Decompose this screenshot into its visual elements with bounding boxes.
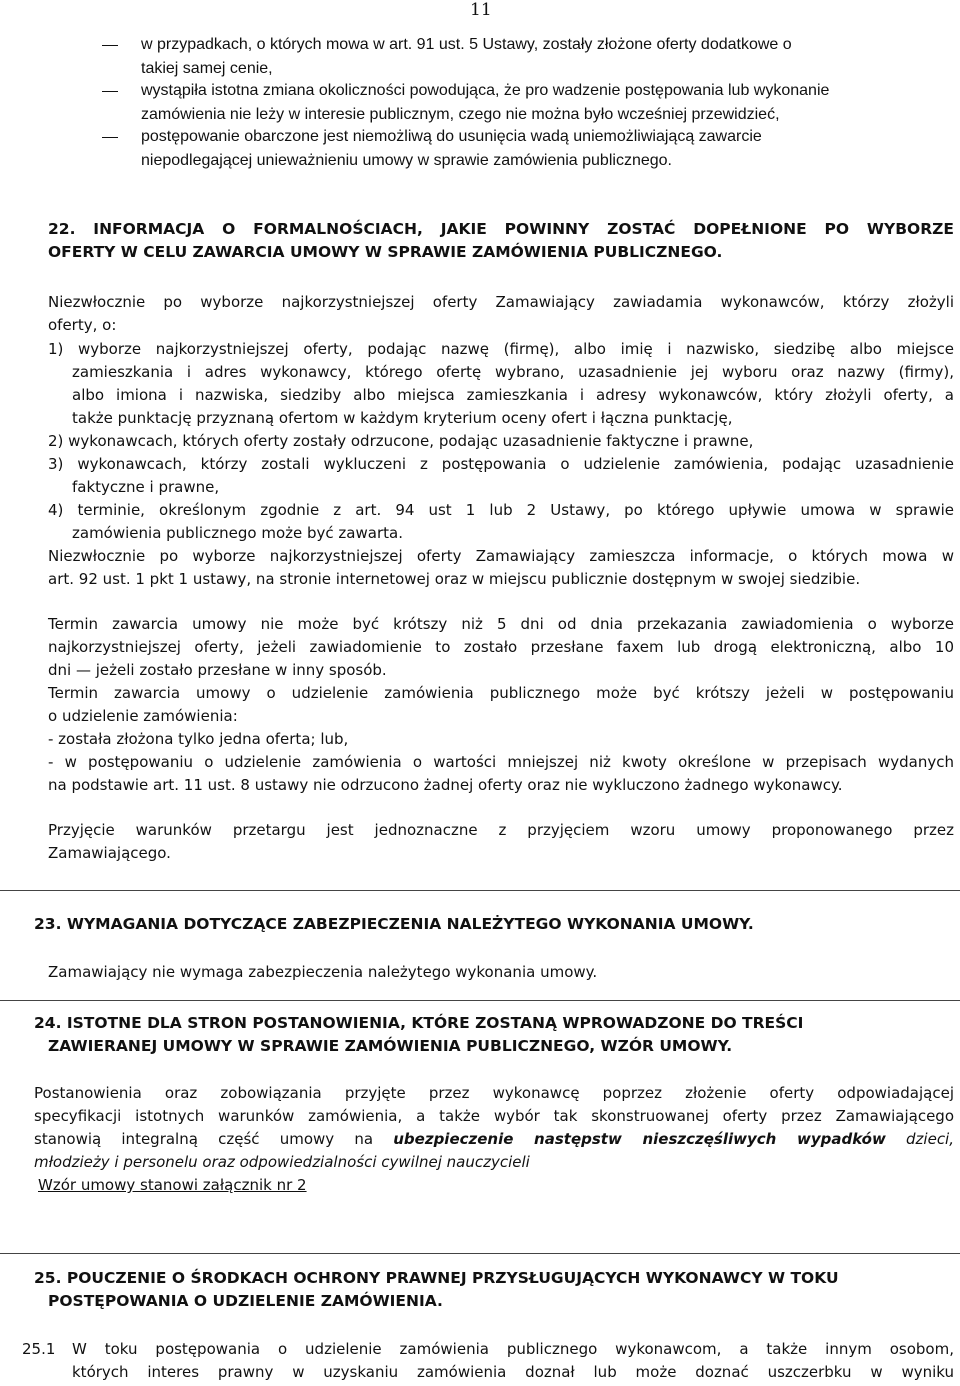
s22-term-para: najkorzystniejszej oferty, jeżeli zawiadomienie to zostało przesłane faxem lub drogą elektroniczną, albo 10: [48, 638, 954, 656]
s24-italic: dzieci,: [885, 1130, 954, 1148]
section-22-heading-line-1: 22. INFORMACJA O FORMALNOŚCIACH, JAKIE POWINNY ZOSTAĆ DOPEŁNIONE PO WYBORZE: [48, 220, 954, 238]
attachment-link[interactable]: Wzór umowy stanowi załącznik nr 2: [38, 1176, 307, 1194]
s22-term-para: - została złożona tylko jedna oferta; lub,: [48, 730, 349, 748]
s22-para: Niezwłocznie po wyborze najkorzystniejszej oferty Zamawiający zawiadamia wykonawców, którzy złożyli: [48, 293, 954, 311]
bullet-1-line-1: w przypadkach, o których mowa w art. 91 ust. 5 Ustawy, zostały złożone oferty dodatkowe o: [141, 36, 792, 53]
section-24-heading-line-2: ZAWIERANEJ UMOWY W SPRAWIE ZAMÓWIENIA PUBLICZNEGO, WZÓR UMOWY.: [48, 1037, 733, 1055]
s22-para: art. 92 ust. 1 pkt 1 ustawy, na stronie internetowej oraz w miejscu publicznie dostępnym w swojej siedzibie.: [48, 570, 861, 588]
s22-item-4: zamówienia publicznego może być zawarta.: [72, 524, 403, 542]
s22-item-1: albo imiona i nazwiska, siedziby albo miejsca zamieszkania i adresy wykonawców, który złożyli oferty, a: [72, 386, 954, 404]
s22-item-3: faktyczne i prawne,: [72, 478, 220, 496]
s22-term-para: dni — jeżeli zostało przesłane w inny sposób.: [48, 661, 387, 679]
s22-item-1: 1) wyborze najkorzystniejszej oferty, podając nazwę (firmę), albo imię i nazwisko, siedzibę albo miejsce: [48, 340, 954, 358]
section-24-heading-line-1: 24. ISTOTNE DLA STRON POSTANOWIENIA, KTÓRE ZOSTANĄ WPROWADZONE DO TREŚCI: [34, 1014, 804, 1032]
bullet-1-line-2: takiej samej cenie,: [141, 60, 273, 77]
section-divider: [0, 890, 960, 891]
s22-item-4: 4) terminie, określonym zgodnie z art. 94 ust 1 lub 2 Ustawy, po którego upływie umowa w sprawie: [48, 501, 954, 519]
s22-item-2: 2) wykonawcach, których oferty zostały odrzucone, podając uzasadnienie faktyczne i prawne,: [48, 432, 754, 450]
section-23-text: Zamawiający nie wymaga zabezpieczenia należytego wykonania umowy.: [48, 963, 598, 981]
page-number: 11: [470, 0, 492, 20]
s22-term-para: Termin zawarcia umowy o udzielenie zamówienia publicznego może być krótszy jeżeli w postępowaniu: [48, 684, 954, 702]
s24-emphasis: ubezpieczenie następstw nieszczęśliwych wypadków: [393, 1130, 886, 1148]
section-22-heading-line-2: OFERTY W CELU ZAWARCIA UMOWY W SPRAWIE ZAMÓWIENIA PUBLICZNEGO.: [48, 243, 723, 261]
s22-item-1: zamieszkania i adres wykonawcy, którego ofertę wybrano, uzasadnienie jej wyboru oraz nazwy (firmy),: [72, 363, 954, 381]
s22-term-para: o udzielenie zamówienia:: [48, 707, 238, 725]
section-divider: [0, 1253, 960, 1254]
s25-subnumber: 25.1: [22, 1340, 56, 1358]
section-divider: [0, 1000, 960, 1001]
s25-sub-line: W toku postępowania o udzielenie zamówienia publicznego wykonawcom, a także innym osobom,: [72, 1340, 954, 1358]
s22-item-1: także punktację przyznaną ofertom w każdym kryterium oceny ofert i łączna punktację,: [72, 409, 733, 427]
bullet-3-line-2: niepodlegającej unieważnieniu umowy w sprawie zamówienia publicznego.: [141, 152, 672, 169]
dash-bullet: [102, 137, 118, 138]
s22-para: Niezwłocznie po wyborze najkorzystniejszej oferty Zamawiający zamieszcza informacje, o których mowa w: [48, 547, 954, 565]
dash-bullet: [102, 45, 118, 46]
s22-para: oferty, o:: [48, 316, 117, 334]
bullet-2-line-2: zamówienia nie leży w interesie publicznym, czego nie można było wcześniej przewidzieć,: [141, 106, 780, 123]
s24-para-mixed: [34, 1128, 954, 1151]
s22-acceptance-para: Zamawiającego.: [48, 844, 171, 862]
s22-acceptance-para: Przyjęcie warunków przetargu jest jednoznaczne z przyjęciem wzoru umowy proponowanego przez: [48, 821, 954, 839]
section-25-heading-line-2: POSTĘPOWANIA O UDZIELENIE ZAMÓWIENIA.: [48, 1292, 443, 1310]
s25-sub-line: których interes prawny w uzyskaniu zamówienia doznał lub może doznać uszczerbku w wyniku: [72, 1363, 954, 1381]
s22-term-para: na podstawie art. 11 ust. 8 ustawy nie odrzucono żadnej oferty oraz nie wykluczono żadnego wykonawcy.: [48, 776, 843, 794]
dash-bullet: [102, 91, 118, 92]
bullet-3-line-1: postępowanie obarczone jest niemożliwą do usunięcia wadą uniemożliwiającą zawarcie: [141, 128, 762, 145]
s22-term-para: - w postępowaniu o udzielenie zamówienia o wartości mniejszej niż kwoty określone w przepisach wydanych: [48, 753, 954, 771]
s24-text: stanowią integralną część umowy na: [34, 1130, 394, 1148]
s24-para: specyfikacji istotnych warunków zamówienia, a także wybór tak skonstruowanej oferty przez Zamawiającego: [34, 1107, 954, 1125]
s22-term-para: Termin zawarcia umowy nie może być krótszy niż 5 dni od dnia przekazania zawiadomienia o wyborze: [48, 615, 954, 633]
section-23-heading: 23. WYMAGANIA DOTYCZĄCE ZABEZPIECZENIA NALEŻYTEGO WYKONANIA UMOWY.: [34, 915, 754, 933]
s22-item-3: 3) wykonawcach, którzy zostali wykluczeni z postępowania o udzielenie zamówienia, podając uzasadnienie: [48, 455, 954, 473]
s24-para: Postanowienia oraz zobowiązania przyjęte przez wykonawcę poprzez złożenie oferty odpowiadającej: [34, 1084, 954, 1102]
section-25-heading-line-1: 25. POUCZENIE O ŚRODKACH OCHRONY PRAWNEJ PRZYSŁUGUJĄCYCH WYKONAWCY W TOKU: [34, 1269, 839, 1287]
s24-italic-line: młodzieży i personelu oraz odpowiedzialności cywilnej nauczycieli: [34, 1153, 530, 1171]
bullet-2-line-1: wystąpiła istotna zmiana okoliczności powodująca, że pro wadzenie postępowania lub wykonanie: [141, 82, 830, 99]
